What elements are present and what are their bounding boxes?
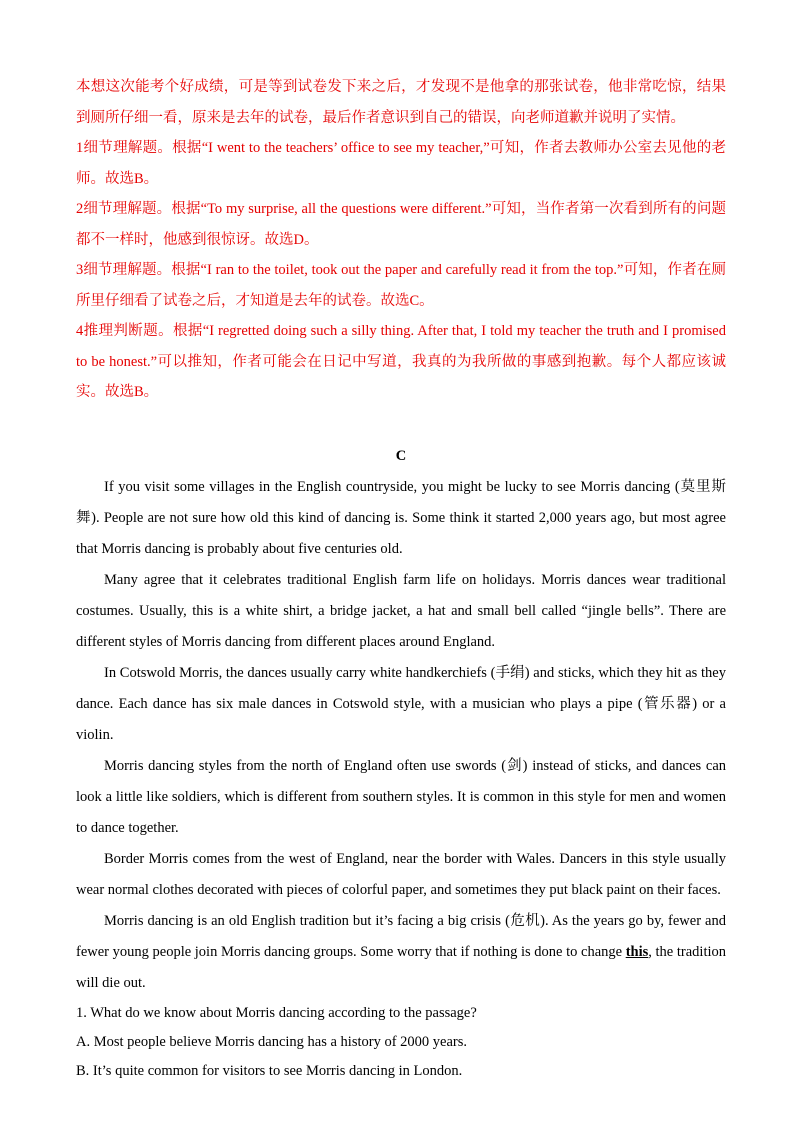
section-title: C (395, 447, 407, 464)
paragraph-6-text-before: Morris dancing is an old English tradition but it’s facing a big crisis (危机). As the years go by, fewer and fewer young people join Morris dancing groups. Some worry that if nothing is done to change (76, 912, 726, 960)
explanation-item-2: 2细节理解题。根据“To my surprise, all the questions were different.”可知，当作者第一次看到所有的问题都不一样时，他感到很惊讶。故选D。 (76, 201, 726, 248)
document-page (76, 72, 726, 1086)
passage-paragraph-2: Many agree that it celebrates traditional English farm life on holidays. Morris dances wear traditional costumes. Usually, this is a white shirt, a bridge jacket, a hat and small bell called “jingle bells”. There are different styles of Morris dancing from different places around England. (76, 571, 726, 650)
question-block (76, 999, 726, 1086)
passage-paragraph-1: If you visit some villages in the English countryside, you might be lucky to see Morris dancing (莫里斯舞). People are not sure how old this kind of dancing is. Some think it started 2,000 years ago, but most agree that Morris dancing is probably about five centuries old. (76, 478, 726, 557)
explanation-summary: 本想这次能考个好成绩，可是等到试卷发下来之后，才发现不是他拿的那张试卷，他非常吃惊，结果到厕所仔细一看，原来是去年的试卷，最后作者意识到自己的错误，向老师道歉并说明了实情。 (76, 79, 726, 126)
passage-paragraph-5: Border Morris comes from the west of England, near the border with Wales. Dancers in this style usually wear normal clothes decorated with pieces of colorful paper, and sometimes they put black paint on their faces. (76, 850, 726, 898)
passage-paragraph-6 (76, 906, 726, 999)
question-option-b: B. It’s quite common for visitors to see Morris dancing in London. (76, 1062, 463, 1079)
explanation-item-1: 1细节理解题。根据“I went to the teachers’ office to see my teacher,”可知，作者去教师办公室去见他的老师。故选B。 (76, 140, 726, 187)
passage-paragraph-3: In Cotswold Morris, the dances usually carry white handkerchiefs (手绢) and sticks, which they hit as they dance. Each dance has six male dances in Cotswold style, with a musician who plays a pipe (管乐器) or a violin. (76, 664, 726, 743)
passage-paragraph-4: Morris dancing styles from the north of England often use swords (剑) instead of sticks, and dances can look a little like soldiers, which is different from southern styles. It is common in this style for men and women to dance together. (76, 757, 726, 836)
emphasized-word: this (625, 943, 649, 960)
explanation-item-3: 3细节理解题。根据“I ran to the toilet, took out the paper and carefully read it from the top.”可知，作者在厕所里仔细看了试卷之后，才知道是去年的试卷。故选C。 (76, 262, 726, 309)
paragraph-6-text-after: , the tradition will die out. (76, 943, 727, 991)
explanation-item-4: 4推理判断题。根据“I regretted doing such a silly thing. After that, I told my teacher the truth and I promised to be honest.”可以推知，作者可能会在日记中写道，我真的为我所做的事感到抱歉。每个人都应该诚实。故选B。 (76, 323, 726, 400)
question-stem: 1. What do we know about Morris dancing according to the passage? (76, 1004, 477, 1021)
reading-passage (76, 472, 726, 999)
question-option-a: A. Most people believe Morris dancing has a history of 2000 years. (76, 1033, 468, 1050)
answer-explanation (76, 72, 726, 408)
